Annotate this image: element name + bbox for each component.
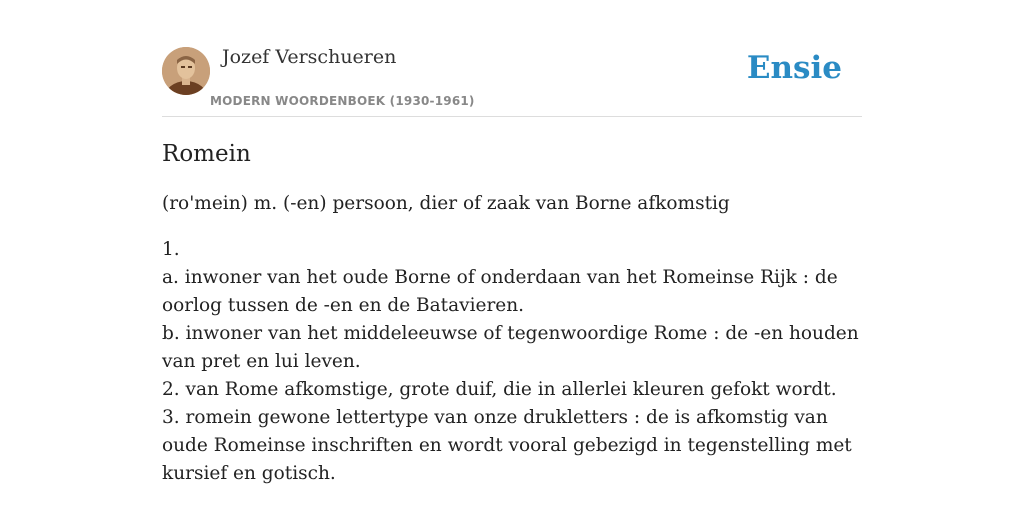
entry-senses: [162, 236, 862, 488]
entry-headword: Romein: [162, 141, 251, 167]
entry-content: [162, 138, 862, 488]
author-portrait-icon: [162, 47, 210, 95]
author-name[interactable]: Jozef Verschueren: [222, 46, 397, 68]
sense-line: 1.: [162, 239, 180, 260]
entry-definition: (ro'mein) m. (-en) persoon, dier of zaak van Borne afkomstig: [162, 193, 730, 214]
sense-line: b. inwoner van het middeleeuwse of tegenwoordige Rome : de -en houden van pret en lui leven.: [162, 323, 859, 372]
ensie-logo[interactable]: Ensie: [746, 50, 842, 86]
sense-line: 2. van Rome afkomstige, grote duif, die in allerlei kleuren gefokt wordt.: [162, 379, 837, 400]
dictionary-name[interactable]: MODERN WOORDENBOEK (1930-1961): [210, 94, 475, 108]
author-avatar[interactable]: [162, 47, 210, 95]
sense-line: 3. romein gewone lettertype van onze drukletters : de is afkomstig van oude Romeinse inschriften en wordt vooral gebezigd in tegenstelling met kursief en gotisch.: [162, 407, 852, 484]
sense-line: a. inwoner van het oude Borne of onderdaan van het Romeinse Rijk : de oorlog tussen de -en en de Batavieren.: [162, 267, 838, 316]
page-header: [162, 44, 862, 117]
